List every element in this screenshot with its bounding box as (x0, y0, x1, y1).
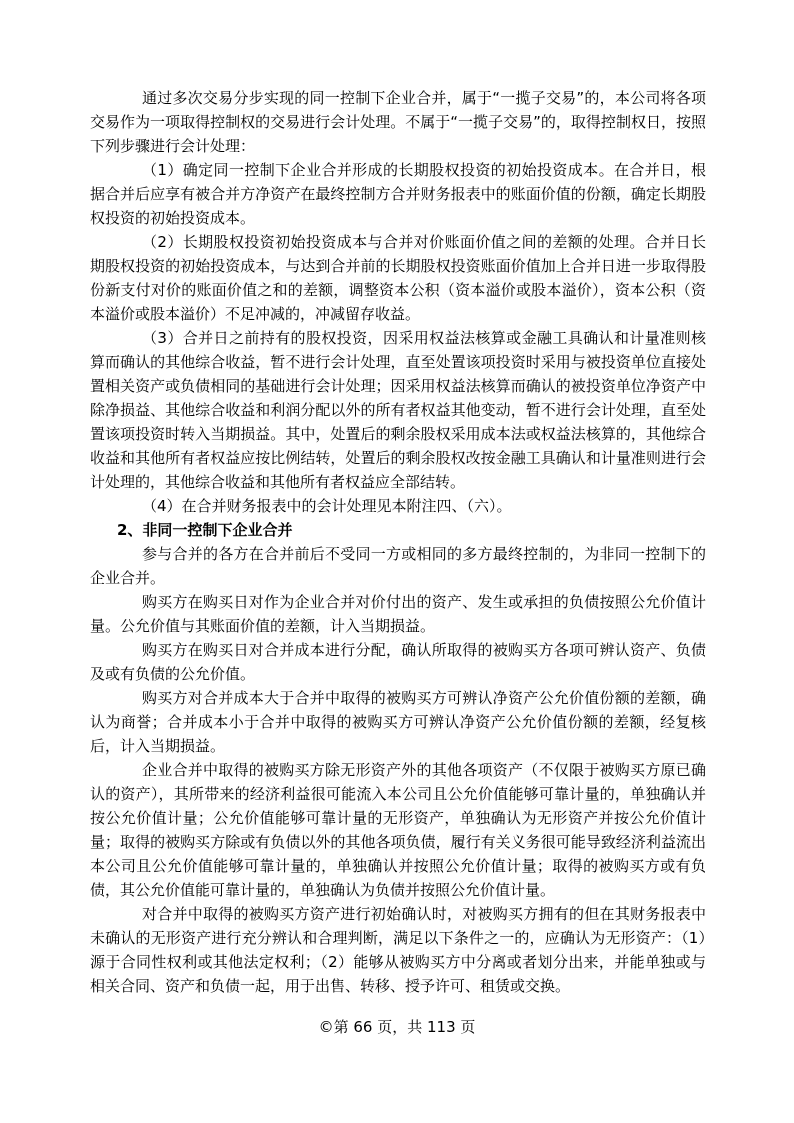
paragraph: 企业合并中取得的被购买方除无形资产外的其他各项资产（不仅限于被购买方原已确认的资产），其所带来的经济利益很可能流入本公司且公允价值能够可靠计量的，单独确认并按公允价值计量；公允价值能够可靠计量的无形资产，单独确认为无形资产并按公允价值计量；取得的被购买方除或有负债以外的其他各项负债，履行有关义务很可能导致经济利益流出本公司且公允价值能够可靠计量的，单独确认并按照公允价值计量；取得的被购买方或有负债，其公允价值能可靠计量的，单独确认为负债并按照公允价值计量。 (90, 761, 706, 899)
paragraph: 通过多次交易分步实现的同一控制下企业合并，属于“一揽子交易”的，本公司将各项交易作为一项取得控制权的交易进行会计处理。不属于“一揽子交易”的，取得控制权日，按照下列步骤进行会计处理： (90, 89, 706, 155)
paragraph: （2）长期股权投资初始投资成本与合并对价账面价值之间的差额的处理。合并日长期股权投资的初始投资成本，与达到合并前的长期股权投资账面价值加上合并日进一步取得股份新支付对价的账面价值之和的差额，调整资本公积（资本溢价或股本溢价），资本公积（资本溢价或股本溢价）不足冲减的，冲减留存收益。 (90, 233, 706, 323)
paragraph: （3）合并日之前持有的股权投资，因采用权益法核算或金融工具确认和计量准则核算而确认的其他综合收益，暂不进行会计处理，直至处置该项投资时采用与被投资单位直接处置相关资产或负债相同的基础进行会计处理；因采用权益法核算而确认的被投资单位净资产中除净损益、其他综合收益和利润分配以外的所有者权益其他变动，暂不进行会计处理，直至处置该项投资时转入当期损益。其中，处置后的剩余股权采用成本法或权益法核算的，其他综合收益和其他所有者权益应按比例结转，处置后的剩余股权改按金融工具确认和计量准则进行会计处理的，其他综合收益和其他所有者权益应全部结转。 (90, 329, 706, 491)
paragraph: 购买方对合并成本大于合并中取得的被购买方可辨认净资产公允价值份额的差额，确认为商誉；合并成本小于合并中取得的被购买方可辨认净资产公允价值份额的差额，经复核后，计入当期损益。 (90, 689, 706, 755)
paragraph: 参与合并的各方在合并前后不受同一方或相同的多方最终控制的，为非同一控制下的企业合并。 (90, 545, 706, 587)
document-body (90, 86, 706, 998)
paragraph: （4）在合并财务报表中的会计处理见本附注四、（六）。 (142, 497, 512, 515)
paragraph: 对合并中取得的被购买方资产进行初始确认时，对被购买方拥有的但在其财务报表中未确认的无形资产进行充分辨认和合理判断，满足以下条件之一的，应确认为无形资产：（1）源于合同性权利或其他法定权利；（2）能够从被购买方中分离或者划分出来，并能单独或与相关合同、资产和负债一起，用于出售、转移、授予许可、租赁或交换。 (90, 905, 706, 995)
page-footer: ©第 66 页，共 113 页 (318, 1018, 476, 1036)
paragraph: 购买方在购买日对合并成本进行分配，确认所取得的被购买方各项可辨认资产、负债及或有负债的公允价值。 (90, 641, 706, 683)
paragraph: （1）确定同一控制下企业合并形成的长期股权投资的初始投资成本。在合并日，根据合并后应享有被合并方净资产在最终控制方合并财务报表中的账面价值的份额，确定长期股权投资的初始投资成本。 (90, 161, 706, 227)
paragraph: 购买方在购买日对作为企业合并对价付出的资产、发生或承担的负债按照公允价值计量。公允价值与其账面价值的差额，计入当期损益。 (90, 593, 706, 635)
section-heading: 2、非同一控制下企业合并 (117, 521, 293, 539)
